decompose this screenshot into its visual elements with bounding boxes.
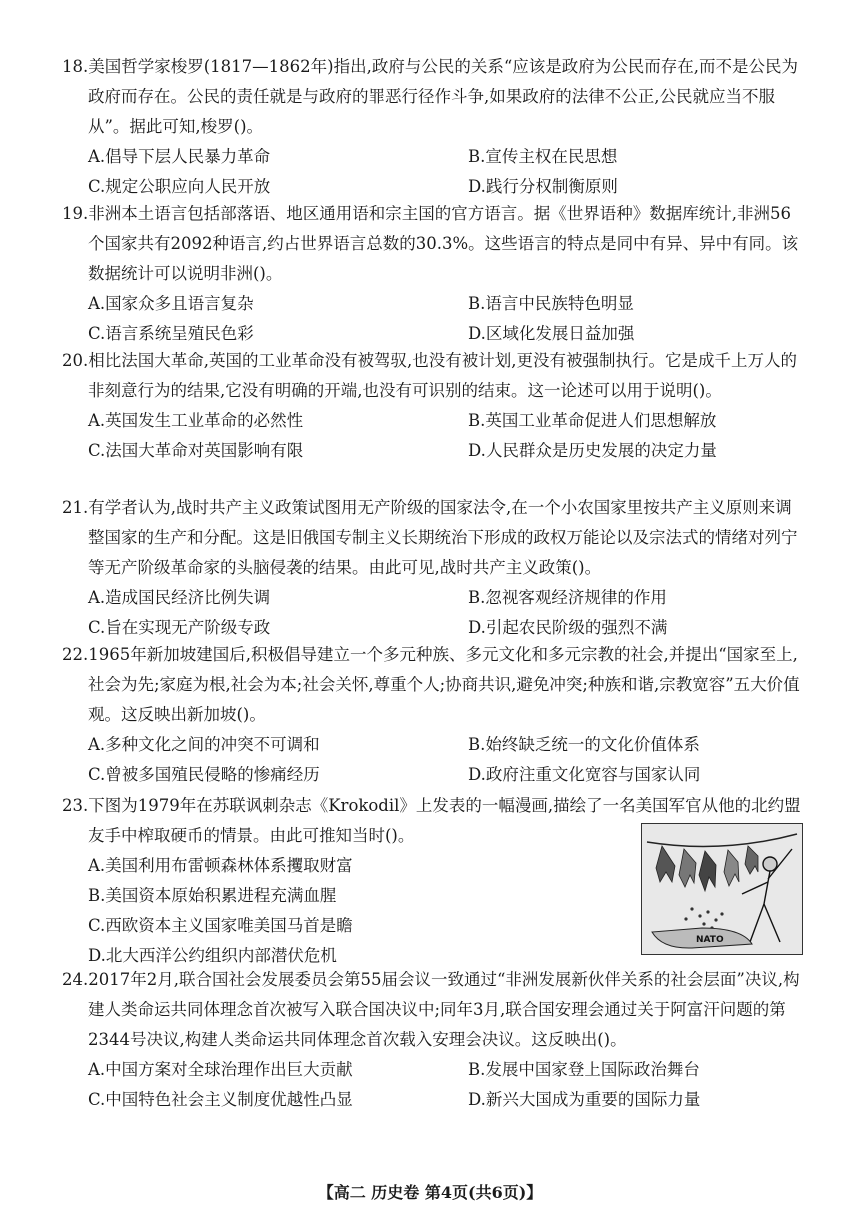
question-stem: 24.2017年2月,联合国社会发展委员会第55届会议一致通过“非洲发展新伙伴关系的社会层面”决议,构建人类命运共同体理念首次被写入联合国决议中;同年3月,联合国安理会通过关于阿富汗问题的第2344号决议,构建人类命运共同体理念首次载入安理会决议。这反映出()。	[62, 970, 800, 1049]
question-18	[62, 52, 802, 202]
question-stem: 23.下图为1979年在苏联讽刺杂志《Krokodil》上发表的一幅漫画,描绘了一名美国军官从他的北约盟友手中榨取硬币的情景。由此可推知当时()。	[62, 796, 801, 845]
option-d: D.人民群众是历史发展的决定力量	[468, 441, 717, 460]
cartoon-illustration	[641, 823, 803, 955]
option-c: C.中国特色社会主义制度优越性凸显	[88, 1090, 353, 1109]
question-21	[62, 493, 802, 643]
option-d: D.新兴大国成为重要的国际力量	[468, 1090, 701, 1109]
option-d: D.践行分权制衡原则	[468, 177, 618, 196]
option-b: B.语言中民族特色明显	[468, 294, 634, 313]
option-b: B.美国资本原始积累进程充满血腥	[88, 886, 337, 905]
option-a: A.倡导下层人民暴力革命	[88, 147, 271, 166]
option-a: A.国家众多且语言复杂	[88, 294, 254, 313]
option-d: D.北大西洋公约组织内部潜伏危机	[88, 946, 337, 965]
option-a: A.中国方案对全球治理作出巨大贡献	[88, 1060, 353, 1079]
option-b: B.忽视客观经济规律的作用	[468, 588, 667, 607]
option-b: B.发展中国家登上国际政治舞台	[468, 1060, 700, 1079]
option-d: D.引起农民阶级的强烈不满	[468, 618, 668, 637]
cartoon-nato-label: NATO	[696, 935, 724, 945]
option-c: C.规定公职应向人民开放	[88, 177, 271, 196]
question-stem: 22.1965年新加坡建国后,积极倡导建立一个多元种族、多元文化和多元宗教的社会,并提出“国家至上,社会为先;家庭为根,社会为本;社会关怀,尊重个人;协商共识,避免冲突;种族和谐,宗教宽容”五大价值观。这反映出新加坡()。	[62, 645, 800, 724]
option-b: B.始终缺乏统一的文化价值体系	[468, 735, 700, 754]
option-a: A.造成国民经济比例失调	[88, 588, 271, 607]
question-stem: 18.美国哲学家梭罗(1817—1862年)指出,政府与公民的关系“应该是政府为公民而存在,而不是公民为政府而存在。公民的责任就是与政府的罪恶行径作斗争,如果政府的法律不公正,公民就应当不服从”。据此可知,梭罗()。	[62, 57, 799, 136]
question-22	[62, 640, 802, 790]
option-a: A.英国发生工业革命的必然性	[88, 411, 304, 430]
question-24	[62, 965, 802, 1115]
question-19	[62, 199, 802, 349]
option-b: B.宣传主权在民思想	[468, 147, 618, 166]
question-stem: 20.相比法国大革命,英国的工业革命没有被驾驭,也没有被计划,更没有被强制执行。它是成千上万人的非刻意行为的结果,它没有明确的开端,也没有可识别的结束。这一论述可以用于说明()。	[62, 351, 797, 400]
option-d: D.政府注重文化宽容与国家认同	[468, 765, 701, 784]
option-c: C.法国大革命对英国影响有限	[88, 441, 304, 460]
option-c: C.语言系统呈殖民色彩	[88, 324, 254, 343]
option-c: C.旨在实现无产阶级专政	[88, 618, 271, 637]
option-a: A.美国利用布雷顿森林体系攫取财富	[88, 856, 353, 875]
question-stem: 19.非洲本土语言包括部落语、地区通用语和宗主国的官方语言。据《世界语种》数据库统计,非洲56个国家共有2092种语言,约占世界语言总数的30.3%。这些语言的特点是同中有异、异中有同。该数据统计可以说明非洲()。	[62, 204, 799, 283]
question-stem: 21.有学者认为,战时共产主义政策试图用无产阶级的国家法令,在一个小农国家里按共产主义原则来调整国家的生产和分配。这是旧俄国专制主义长期统治下形成的政权万能论以及宗法式的情绪对列宁等无产阶级革命家的头脑侵袭的结果。由此可见,战时共产主义政策()。	[62, 498, 798, 577]
option-a: A.多种文化之间的冲突不可调和	[88, 735, 320, 754]
page-footer: 【高二 历史卷 第4页(共6页)】	[317, 1183, 543, 1202]
question-20	[62, 346, 802, 466]
option-d: D.区域化发展日益加强	[468, 324, 635, 343]
option-b: B.英国工业革命促进人们思想解放	[468, 411, 717, 430]
option-c: C.西欧资本主义国家唯美国马首是瞻	[88, 916, 353, 935]
option-c: C.曾被多国殖民侵略的惨痛经历	[88, 765, 320, 784]
